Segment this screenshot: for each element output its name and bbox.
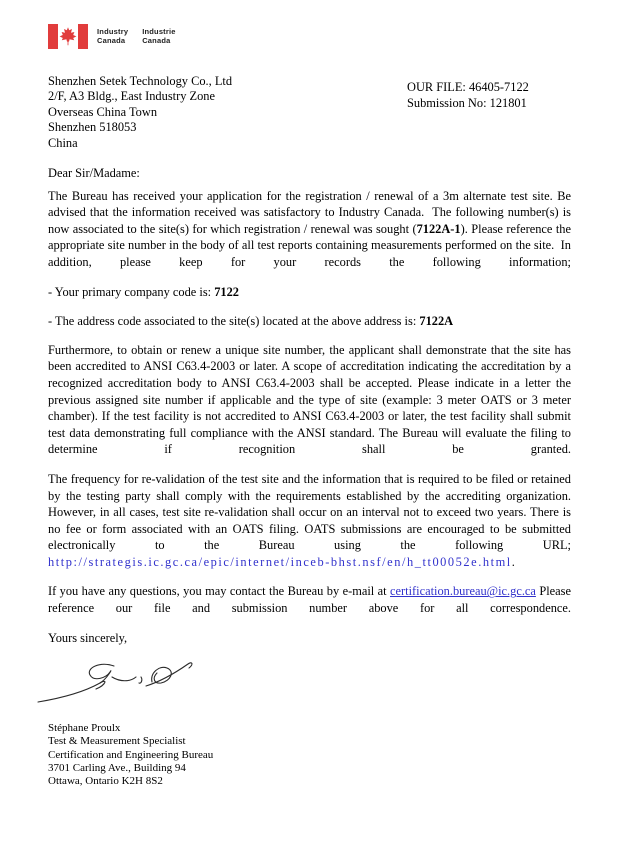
company-code-value: 7122 — [214, 284, 239, 299]
recipient-company: Shenzhen Setek Technology Co., Ltd — [48, 74, 233, 88]
certification-bureau-email-link[interactable]: certification.bureau@ic.gc.ca — [390, 584, 536, 599]
our-file-number: OUR FILE: 46405-7122 — [407, 80, 529, 94]
paragraph-application-received — [48, 188, 575, 271]
paragraph-accreditation: Furthermore, to obtain or renew a unique site number, the applicant shall demonstrate that the site has been accredited to ANSI C63.4-2003 or later. A scope of accreditation indicating the accreditation by a recognized accreditation body to ANSI C63.4-2003 shall be accepted. Please indicate in a letter the previous assigned site number if applicable and the type of site (example: 3 meter OATS or 3 meter chamber). If the test facility is not accredited to ANSI C63.4-2003 or later, the test facility shall submit test data demonstrating full compliance with the ANSI standard. The Bureau will evaluate the filing to determine if recognition shall be granted. — [48, 342, 575, 457]
signer-name: Stéphane Proulx — [48, 722, 121, 735]
handwritten-signature-image — [36, 654, 226, 714]
para1-text-pre: The Bureau has received your application for the registration / renewal of a 3m alternate test site. Be advised that the information received was satisfactory to Industry Canada. The following number(s) is now associated to the site(s) for which registration / renewal was sought ( — [48, 188, 575, 236]
para1-text-post: ). Please reference the appropriate site number in the body of all test reports containing measurements performed on the site. In addition, please keep for your records the following information; — [48, 221, 575, 269]
logo-wordmark-en — [97, 27, 128, 45]
logo-wordmark-en-line1: Industry — [97, 27, 129, 36]
salutation: Dear Sir/Madame: — [48, 166, 140, 180]
para4-text-post: Please reference our file and submission number above for all correspondence. — [48, 584, 575, 616]
recipient-address-block — [48, 74, 232, 151]
company-code-label: - Your primary company code is: — [48, 284, 215, 299]
bullet-company-code — [48, 284, 571, 301]
paragraph-contact — [48, 583, 575, 616]
bullet-address-code — [48, 313, 571, 330]
signer-title: Test & Measurement Specialist — [48, 735, 186, 748]
signature-area — [48, 652, 571, 712]
signer-address2: Ottawa, Ontario K2H 8S2 — [48, 775, 163, 788]
logo-wordmark-fr — [142, 27, 175, 45]
submission-number: Submission No: 121801 — [407, 95, 527, 110]
industry-canada-logo — [48, 24, 176, 49]
logo-wordmark-fr-line2: Canada — [142, 36, 171, 45]
recipient-city: Shenzhen 518053 — [48, 120, 137, 135]
letter-body — [48, 165, 575, 788]
logo-wordmark-fr-line1: Industrie — [142, 27, 176, 36]
oats-filing-url-link[interactable]: http://strategis.ic.gc.ca/epic/internet/inceb-bhst.nsf/en/h_tt00052e.html — [48, 554, 512, 569]
address-code-value: 7122A — [419, 314, 454, 329]
signer-address1: 3701 Carling Ave., Building 94 — [48, 761, 186, 774]
para3-text-pre: The frequency for re-validation of the test site and the information that is required to be filed or retained by the testing party shall comply with the requirements established by the accrediting organization. However, in all cases, test site re-validation shall occur on an interval not to exceed two years. There is no fee or form associated with an OATS filing. OATS submissions are encouraged to be submitted electronically to the Bureau using the following URL; — [48, 471, 575, 553]
signer-org: Certification and Engineering Bureau — [48, 748, 214, 761]
site-number-value: 7122A-1 — [416, 221, 461, 236]
logo-wordmark-en-line2: Canada — [97, 36, 126, 45]
paragraph-revalidation — [48, 471, 575, 571]
para3-url-period: . — [511, 554, 515, 569]
closing-valediction: Yours sincerely, — [48, 630, 128, 645]
recipient-street: 2/F, A3 Bldg., East Industry Zone — [48, 89, 215, 104]
file-info-block — [407, 80, 529, 111]
signer-block — [48, 722, 571, 788]
canada-flag-icon — [48, 24, 88, 49]
recipient-country: China — [48, 135, 78, 150]
para4-text-pre: If you have any questions, you may contact the Bureau by e-mail at — [48, 584, 391, 599]
recipient-district: Overseas China Town — [48, 104, 158, 119]
address-code-label: - The address code associated to the site(s) located at the above address is: — [48, 314, 420, 329]
